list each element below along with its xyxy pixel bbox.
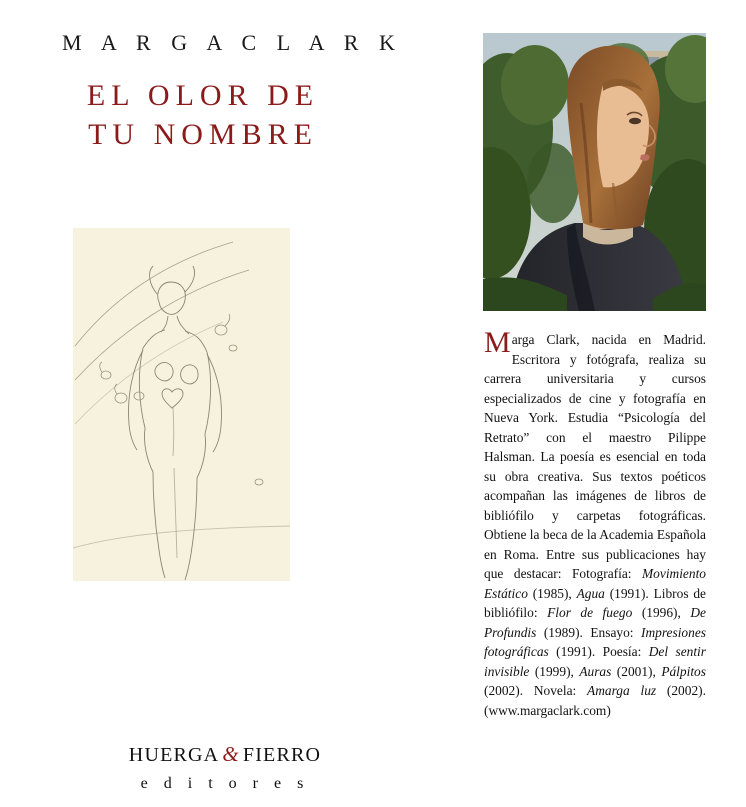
cover-title-line-1: EL OLOR DE <box>86 79 320 112</box>
bio-work-title-1: Agua <box>576 585 605 601</box>
publisher-ampersand: & <box>222 742 240 766</box>
author-biography <box>484 326 707 720</box>
bio-work-title-2: Flor de fuego <box>547 605 633 620</box>
publisher-imprint <box>60 742 390 793</box>
bio-work-title-3: De Profundis <box>484 605 707 640</box>
publisher-name-left: HUERGA <box>128 744 220 766</box>
bio-work-title-7: Pálpitos <box>661 663 706 679</box>
portrait-image <box>483 33 706 311</box>
bio-dropcap: M <box>484 326 511 359</box>
bio-work-year-6: (2001), <box>616 663 656 679</box>
publisher-name <box>60 742 390 767</box>
bio-work-year-1: (1991). Libros de bibliófilo: <box>484 585 706 620</box>
bio-work-year-8: (2002). <box>666 683 706 698</box>
bio-work-year-2: (1996), <box>641 605 681 620</box>
author-portrait-photo <box>483 33 706 311</box>
cover-title-line-2: TU NOMBRE <box>88 118 318 151</box>
publisher-role: e d i t o r e s <box>140 775 310 792</box>
bio-website: (www.margaclark.com) <box>484 702 611 718</box>
publisher-name-right: FIERRO <box>242 744 322 766</box>
bio-text: arga Clark, nacida en Madrid. Escritora y fotógrafa, realiza su carrera universitaria y cursos especializados de cine y fotografía en Nueva York. Estudia “Psicología del Retrato” con el maestro Pilippe Halsman. La poesía es esencial en toda su obra creativa. Sus textos poéticos acompañan las imágenes de libros de bibliófilo y carpetas fotográficas. Obtiene la beca de la Academia Española en Roma. Entre sus publicaciones hay que destacar: Fotografía: <box>484 332 706 581</box>
bio-work-title-8: Amarga luz <box>587 683 657 698</box>
bio-work-title-5: Del sentir invisible <box>484 644 706 679</box>
cover-artwork <box>73 228 290 581</box>
bio-work-year-0: (1985), <box>532 585 572 601</box>
pencil-drawing-female-nude <box>73 228 290 581</box>
bio-work-year-7: (2002). Novela: <box>484 683 577 698</box>
bio-work-year-5: (1999), <box>534 663 574 679</box>
cover-author-name: M A R G A C L A R K <box>62 30 403 55</box>
bio-work-year-4: (1991). Poesía: <box>556 644 642 659</box>
bio-work-title-4: Impresiones fotográficas <box>484 624 706 659</box>
bio-work-title-0: Movimiento Estático <box>484 566 706 601</box>
bio-work-title-6: Auras <box>579 663 612 679</box>
bio-work-year-3: (1989). Ensayo: <box>543 624 634 640</box>
cover-title <box>38 76 368 154</box>
back-flap-page <box>446 0 746 807</box>
